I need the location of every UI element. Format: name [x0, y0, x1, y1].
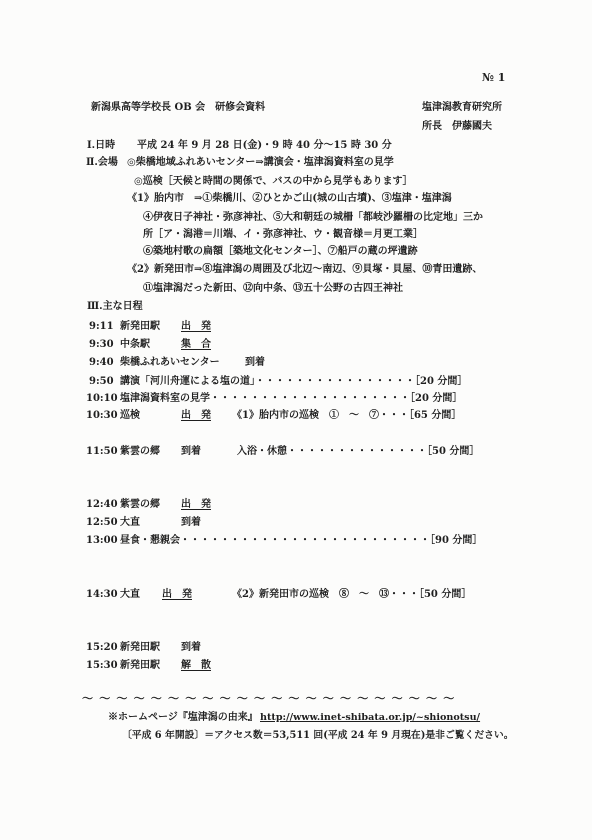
schedule-time: 10:30 — [86, 410, 118, 421]
schedule-place: 柴橋ふれあいセンター — [120, 357, 220, 368]
organization-name: 塩津潟教育研究所 — [422, 102, 502, 113]
schedule-time: 15:30 — [86, 660, 118, 671]
schedule-time: 9:11 — [89, 321, 114, 332]
schedule-time: 15:20 — [86, 642, 118, 653]
document-title: 新潟県高等学校長 OB 会 研修会資料 — [91, 102, 266, 113]
page-number: № 1 — [482, 71, 506, 84]
schedule-time: 9:40 — [89, 357, 114, 368]
schedule-action: 出 発 — [181, 321, 211, 332]
schedule-time: 12:50 — [86, 517, 118, 528]
schedule-action: 出 発 — [181, 410, 211, 421]
homepage-label: ※ホームページ『塩津潟の由来』 — [108, 712, 258, 723]
section-1-datetime: 平成 24 年 9 月 28 日(金)・9 時 40 分～15 時 30 分 — [137, 140, 392, 151]
schedule-time: 9:30 — [89, 339, 114, 350]
venue-line: ⑪塩津潟だった新田、⑫向中条、⑬五十公野の古四王神社 — [143, 283, 403, 294]
section-2-label: Ⅱ.会場 — [86, 157, 118, 168]
venue-line: ④伊夜日子神社・弥彦神社、⑤大和朝廷の城柵「都岐沙羅柵の比定地」三か — [143, 212, 483, 223]
schedule-time: 9:50 — [89, 376, 114, 387]
schedule-time: 11:50 — [86, 446, 118, 457]
schedule-text: 入浴・休憩・・・・・・・・・・・・・・［50 分間］ — [237, 446, 480, 457]
schedule-text: 《1》胎内市の巡検 ① ～ ⑦・・・［65 分間］ — [232, 410, 462, 421]
schedule-place: 新発田駅 — [120, 321, 160, 332]
schedule-time: 10:10 — [86, 393, 118, 404]
section-3-label: Ⅲ.主な日程 — [87, 301, 143, 312]
schedule-text: 塩津潟資料室の見学・・・・・・・・・・・・・・・・・・・・［20 分間］ — [120, 393, 463, 404]
schedule-place: 新発田駅 — [120, 660, 160, 671]
schedule-action: 解 散 — [181, 660, 211, 671]
schedule-action: 出 発 — [181, 499, 211, 510]
schedule-text: 昼食・懇親会・・・・・・・・・・・・・・・・・・・・・・・・・［90 分間］ — [120, 535, 483, 546]
schedule-place: 巡検 — [120, 410, 140, 421]
schedule-text: 《2》新発田市の巡検 ⑧ ～ ⑬・・・［50 分間］ — [232, 589, 472, 600]
tilde-divider: ～～～～～～～～～～～～～～～～～～～～～～ — [82, 692, 461, 705]
schedule-place: 紫雲の郷 — [120, 446, 160, 457]
section-1-label: Ⅰ.日時 — [87, 140, 116, 151]
venue-line: 《1》胎内市 ⇒①柴橋川、②ひとかご山(城の山古墳)、③塩津・塩津潟 — [127, 193, 452, 204]
schedule-place: 大直 — [120, 589, 140, 600]
schedule-action: 集 合 — [181, 339, 211, 350]
schedule-place: 新発田駅 — [120, 642, 160, 653]
director-name: 所長 伊藤國夫 — [422, 121, 492, 132]
schedule-action: 到着 — [181, 642, 201, 653]
venue-line: 所［ア・潟港＝川端、イ・弥彦神社、ウ・観音様＝月更工業］ — [143, 229, 423, 240]
schedule-place: 紫雲の郷 — [120, 499, 160, 510]
schedule-action: 到着 — [181, 517, 201, 528]
schedule-text: 講演「河川舟運による塩の道」・・・・・・・・・・・・・・・・［20 分間］ — [120, 376, 468, 387]
schedule-place: 中条駅 — [120, 339, 150, 350]
schedule-place: 大直 — [120, 517, 140, 528]
schedule-action: 到着 — [245, 357, 265, 368]
schedule-time: 14:30 — [86, 589, 118, 600]
access-count-note: 〔平成 6 年開設〕＝アクセス数＝53,511 回(平成 24 年 9 月現在)是非ご覧ください。 — [122, 730, 514, 741]
schedule-action: 到着 — [181, 446, 201, 457]
venue-line: ⑥築地村歌の扁額［築地文化センター］、⑦船戸の蔵の坪遺跡 — [143, 246, 418, 257]
homepage-link[interactable]: http://www.inet-shibata.or.jp/~shionotsu/ — [260, 712, 481, 723]
schedule-time: 13:00 — [86, 535, 118, 546]
schedule-action: 出 発 — [162, 589, 192, 600]
venue-line: 《2》新発田市⇒⑧塩津潟の周囲及び北辺～南辺、⑨貝塚・貝屋、⑩青田遺跡、 — [127, 264, 483, 275]
schedule-time: 12:40 — [86, 499, 118, 510]
venue-line: ◎巡検［天候と時間の関係で、バスの中から見学もあります］ — [134, 176, 413, 187]
venue-line: ◎柴橋地域ふれあいセンター⇒講演会・塩津潟資料室の見学 — [127, 157, 394, 168]
